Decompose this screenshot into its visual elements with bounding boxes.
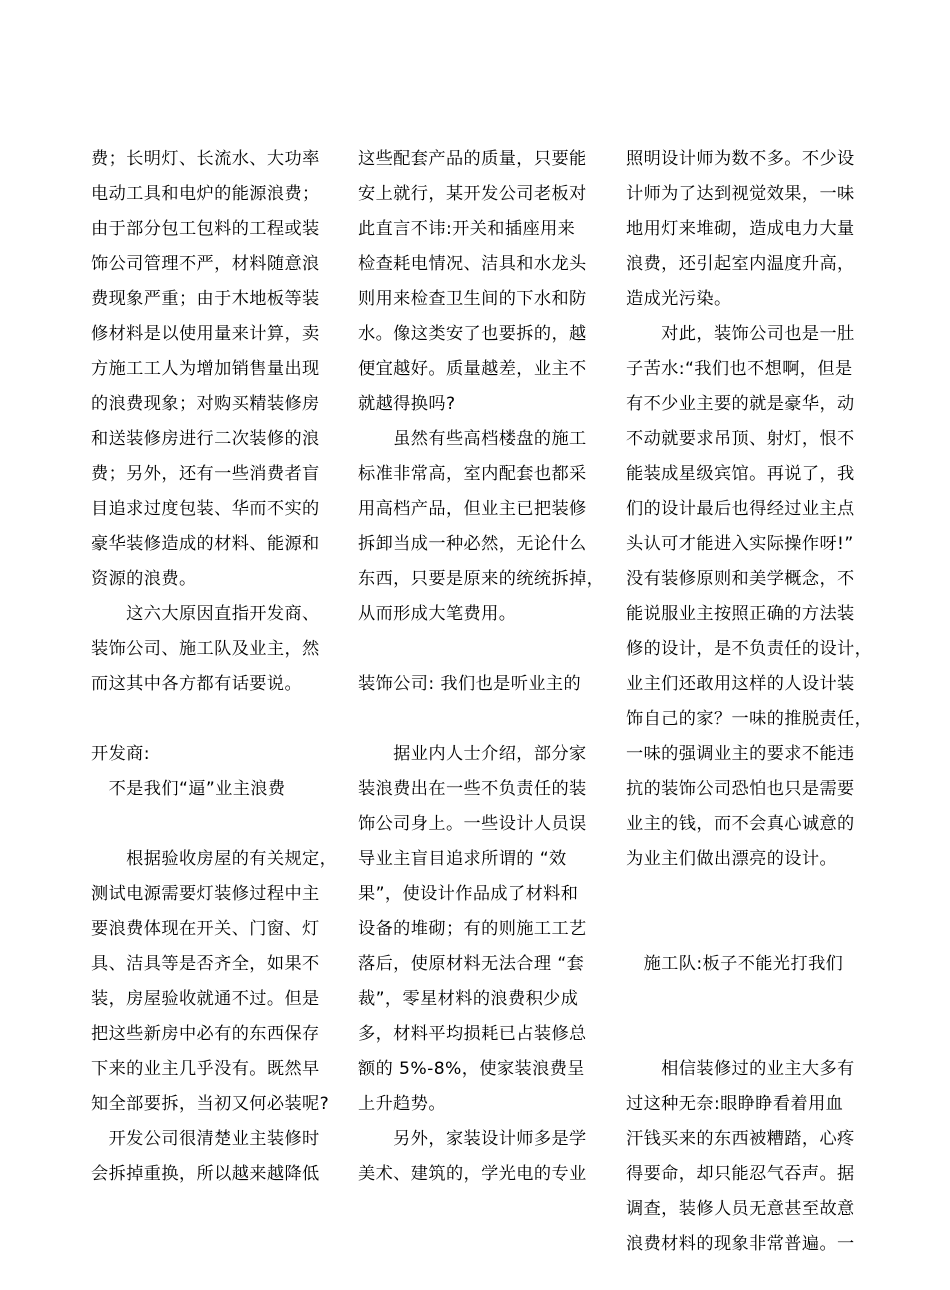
text-line: 标准非常高，室内配套也都采 <box>358 464 587 484</box>
text-line: 下来的业主几乎没有。既然早 <box>91 1059 320 1079</box>
text-line: 水。像这类安了也要拆的，越 <box>358 324 587 344</box>
text-line: 会拆掉重换，所以越来越降低 <box>91 1164 320 1184</box>
text-line: 便宜越好。质量越差，业主不 <box>358 359 587 379</box>
text-line: 多，材料平均损耗已占装修总 <box>358 1024 587 1044</box>
text-line: 美术、建筑的，学光电的专业 <box>358 1164 587 1184</box>
text-line: 落后，使原材料无法合理 “套 <box>358 954 585 974</box>
text-segment: 流水、大功率 <box>214 149 320 169</box>
text-line <box>626 1017 872 1052</box>
text-line: 不动就要求吊顶、射灯，恨不 <box>626 429 855 449</box>
text-line: 把这些新房中必有的东西保存 <box>91 1024 320 1044</box>
text-line: 就越得换吗? <box>358 394 456 414</box>
text-line: 和送装修房进行二次装修的浪 <box>91 429 320 449</box>
text-line: 业主的钱，而不会真心诚意的 <box>626 814 855 834</box>
text-line: 的浪费现象；对购买精装修房 <box>91 394 320 414</box>
text-line: 方施工工人为增加销售量出现 <box>91 359 320 379</box>
text-line: 从而形成大笔费用。 <box>358 604 517 624</box>
text-line: 费；另外，还有一些消费者盲 <box>91 464 320 484</box>
text-line: 装浪费出在一些不负责任的装 <box>358 779 587 799</box>
text-line: 开发商: <box>91 744 150 764</box>
text-line: 饰公司管理不严，材料随意浪 <box>91 254 320 274</box>
text-line <box>91 807 337 842</box>
text-line: 装饰公司、施工队及业主，然 <box>91 639 320 659</box>
text-line: 浪费材料的现象非常普遍。一 <box>626 1234 855 1254</box>
text-line: 这些配套产品的质量，只要能 <box>358 149 587 169</box>
text-line: 豪华装修造成的材料、能源和 <box>91 534 320 554</box>
text-line <box>626 982 872 1017</box>
text-line: 调查，装修人员无意甚至故意 <box>626 1199 855 1219</box>
text-column-right <box>626 142 872 1262</box>
text-line: 有不少业主要的就是豪华，动 <box>626 394 855 414</box>
text-line: 测试电源需要灯装修过程中主 <box>91 884 320 904</box>
text-line: 施工队:板子不能光打我们 <box>626 954 844 974</box>
text-line: 造成光污染。 <box>626 289 732 309</box>
text-column-middle <box>358 142 604 1192</box>
text-line: 安上就行，某开发公司老板对 <box>358 184 587 204</box>
text-line: 一味的强调业主的要求不能违 <box>626 744 855 764</box>
text-line: 要浪费体现在开关、门窗、灯 <box>91 919 320 939</box>
text-line: 据业内人士介绍，部分家 <box>358 744 587 764</box>
text-line: 计师为了达到视觉效果，一味 <box>626 184 855 204</box>
text-line: 为业主们做出漂亮的设计。 <box>626 849 838 869</box>
text-line: 业主们还敢用这样的人设计装 <box>626 674 855 694</box>
text-line: 额的 5%-8%，使家装浪费呈 <box>358 1059 585 1079</box>
text-line: 拆卸当成一种必然，无论什么 <box>358 534 587 554</box>
text-line: 们的设计最后也得经过业主点 <box>626 499 855 519</box>
text-line <box>358 702 604 737</box>
text-line: 用高档产品，但业主已把装修 <box>358 499 587 519</box>
text-line <box>91 142 337 177</box>
text-segment: 费；长明灯、长 <box>91 149 215 169</box>
text-line: 这六大原因直指开发商、 <box>91 604 320 624</box>
text-line: 由于部分包工包料的工程或装 <box>91 219 320 239</box>
text-line: 果”，使设计作品成了材料和 <box>358 884 579 904</box>
text-line: 相信装修过的业主大多有 <box>626 1059 855 1079</box>
text-line: 开发公司很清楚业主装修时 <box>91 1129 320 1149</box>
text-line: 修的设计，是不负责任的设计， <box>626 639 873 659</box>
text-line: 知全部要拆，当初又何必装呢? <box>91 1094 330 1114</box>
text-line: 对此，装饰公司也是一肚 <box>626 324 855 344</box>
text-line: 子苦水:“我们也不想啊，但是 <box>626 359 853 379</box>
text-line: 头认可才能进入实际操作呀!” <box>626 534 854 554</box>
text-line: 设备的堆砌；有的则施工工艺 <box>358 919 587 939</box>
text-line <box>358 632 604 667</box>
text-line: 裁”，零星材料的浪费积少成 <box>358 989 579 1009</box>
text-line: 电动工具和电炉的能源浪费； <box>91 184 320 204</box>
text-line: 而这其中各方都有话要说。 <box>91 674 303 694</box>
text-line: 地用灯来堆砌，造成电力大量 <box>626 219 855 239</box>
text-line: 饰公司身上。一些设计人员误 <box>358 814 587 834</box>
text-line: 目追求过度包装、华而不实的 <box>91 499 320 519</box>
text-line: 上升趋势。 <box>358 1094 446 1114</box>
text-line <box>91 702 337 737</box>
text-line: 导业主盲目追求所谓的 “效 <box>358 849 567 869</box>
text-line <box>626 877 872 912</box>
text-line: 则用来检查卫生间的下水和防 <box>358 289 587 309</box>
text-line: 能装成星级宾馆。再说了，我 <box>626 464 855 484</box>
text-line: 过这种无奈:眼睁睁看着用血 <box>626 1094 844 1114</box>
text-line: 浪费，还引起室内温度升高， <box>626 254 855 274</box>
text-line: 此直言不讳:开关和插座用来 <box>358 219 576 239</box>
text-line: 装，房屋验收就通不过。但是 <box>91 989 320 1009</box>
text-line: 得要命，却只能忍气吞声。据 <box>626 1164 855 1184</box>
text-line: 不是我们“逼”业主浪费 <box>91 779 286 799</box>
text-line: 另外，家装设计师多是学 <box>358 1129 587 1149</box>
text-line: 能说服业主按照正确的方法装 <box>626 604 855 624</box>
text-line: 检查耗电情况、洁具和水龙头 <box>358 254 587 274</box>
text-line: 饰自己的家？一味的推脱责任， <box>626 709 873 729</box>
text-line: 修材料是以使用量来计算，卖 <box>91 324 320 344</box>
text-line: 抗的装饰公司恐怕也只是需要 <box>626 779 855 799</box>
text-line: 汗钱买来的东西被糟踏，心疼 <box>626 1129 855 1149</box>
text-line: 装饰公司: 我们也是听业主的 <box>358 674 582 694</box>
text-line: 没有装修原则和美学概念，不 <box>626 569 855 589</box>
text-line: 东西，只要是原来的统统拆掉， <box>358 569 605 589</box>
text-line: 虽然有些高档楼盘的施工 <box>358 429 587 449</box>
text-line: 具、洁具等是否齐全，如果不 <box>91 954 320 974</box>
text-line: 照明设计师为数不多。不少设 <box>626 149 855 169</box>
text-line <box>626 912 872 947</box>
text-line: 根据验收房屋的有关规定， <box>91 849 338 869</box>
text-line: 费现象严重；由于木地板等装 <box>91 289 320 309</box>
text-line: 资源的浪费。 <box>91 569 197 589</box>
text-column-left <box>91 142 337 1192</box>
